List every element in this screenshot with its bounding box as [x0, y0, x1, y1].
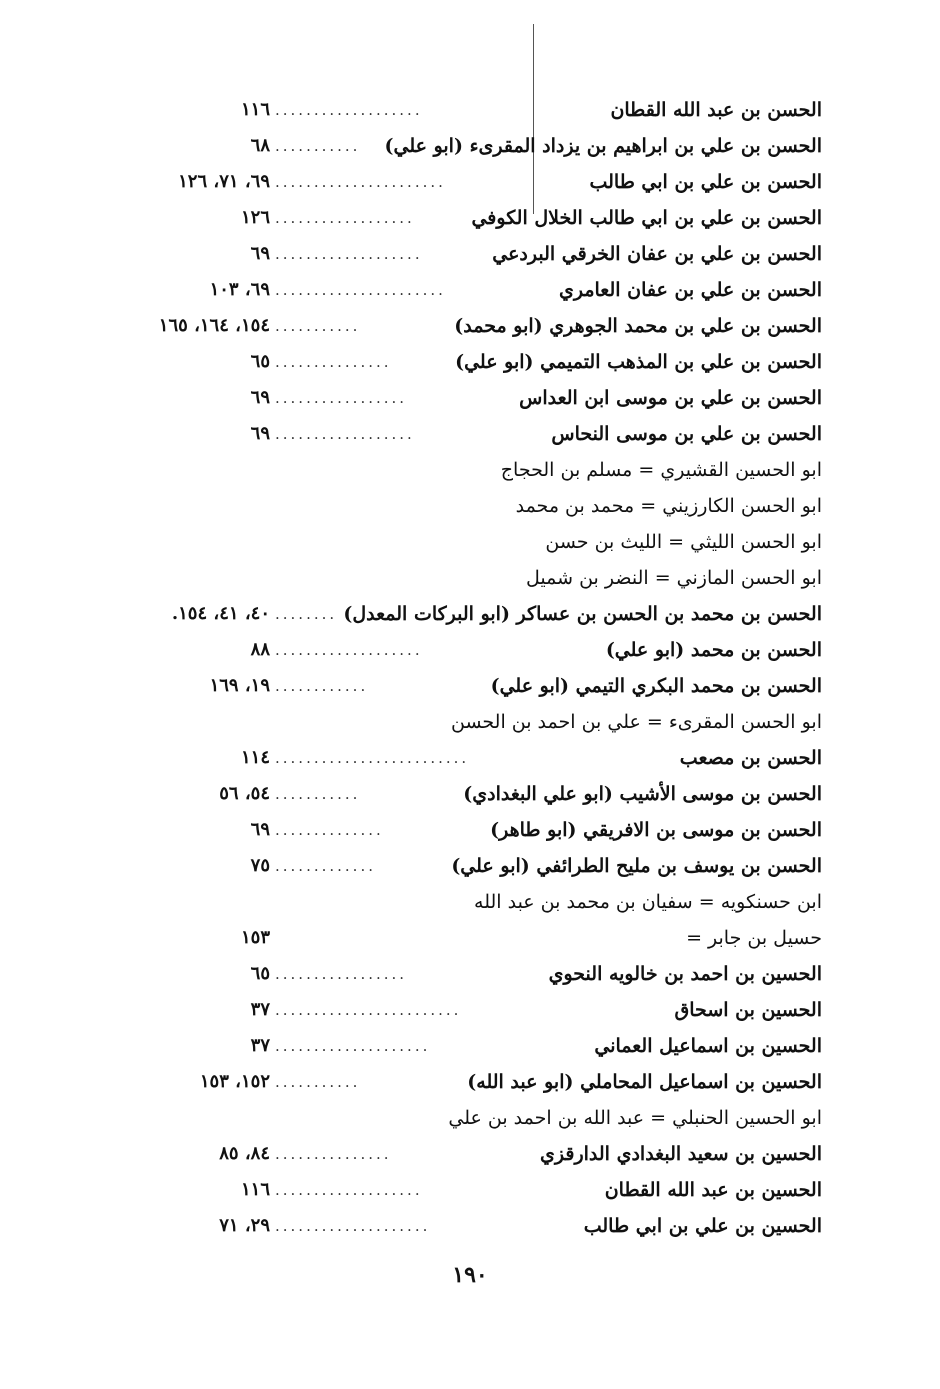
entry-page-numbers: ٦٩، ١٠٣ [209, 279, 270, 300]
leader-dots: .................. [275, 209, 415, 227]
index-entry [100, 380, 822, 416]
index-cross-reference [100, 560, 822, 596]
entry-name: الحسن بن علي بن موسى ابن العداس [519, 387, 822, 409]
leader-dots: .............. [275, 821, 384, 839]
entry-page-numbers: ٦٩، ٧١، ١٢٦ [178, 171, 270, 192]
entry-name: الحسين بن احمد بن خالويه النحوي [548, 963, 822, 985]
leader-dots: ............... [275, 353, 392, 371]
leader-dots: ................... [275, 1181, 423, 1199]
leader-dots: ................. [275, 389, 408, 407]
entry-name: ابو الحسن المازني = النضر بن شميل [526, 567, 822, 589]
entry-name: الحسن بن موسى الأشيب (ابو علي البغدادي) [463, 783, 822, 805]
entry-name: الحسن بن علي بن ابي طالب [589, 171, 822, 193]
entry-name: الحسن بن علي بن المذهب التميمي (ابو علي) [455, 351, 822, 373]
entry-name: ابو الحسن المقرىء = علي بن احمد بن الحسن [450, 711, 822, 733]
entry-page-numbers: ٦٩ [250, 819, 270, 840]
index-entry [100, 812, 822, 848]
entry-name: الحسن بن محمد بن الحسن بن عساكر (ابو البركات المعدل) [343, 603, 822, 625]
index-cross-reference [100, 452, 822, 488]
entry-page-numbers: ٦٥ [250, 351, 270, 372]
entry-page-numbers: ٢٩، ٧١ [219, 1215, 270, 1236]
entry-name: ابن حسنكويه = سفيان بن محمد بن عبد الله [474, 891, 822, 913]
leader-dots: ................... [275, 641, 423, 659]
leader-dots: .................... [275, 1037, 431, 1055]
entry-name: الحسين بن اسماعيل العماني [594, 1035, 822, 1057]
index-entry [100, 1064, 822, 1100]
leader-dots: ...................... [275, 281, 446, 299]
leader-dots: ........... [275, 317, 361, 335]
entry-name: الحسين بن علي بن ابي طالب [583, 1215, 822, 1237]
index-entry [100, 308, 822, 344]
index-entry [100, 992, 822, 1028]
entry-name: الحسن بن علي بن ابراهيم بن يزداد المقرىء (ابو علي) [384, 135, 822, 157]
index-cross-reference [100, 488, 822, 524]
entry-page-numbers: ٤٠، ٤١، ١٥٤. [171, 603, 270, 624]
entry-name: الحسن بن علي بن عفان العامري [558, 279, 822, 301]
index-entry [100, 776, 822, 812]
entry-page-numbers: ٨٤، ٨٥ [219, 1143, 270, 1164]
entry-name: الحسين بن سعيد البغدادي الدارقزي [540, 1143, 822, 1165]
index-entry [100, 632, 822, 668]
index-entry [100, 848, 822, 884]
index-entry [100, 416, 822, 452]
entry-page-numbers: ١١٦ [240, 99, 270, 120]
entry-page-numbers: ١١٦ [240, 1179, 270, 1200]
entry-page-numbers: ١٥٤، ١٦٤، ١٦٥ [158, 315, 270, 336]
index-entry [100, 128, 822, 164]
entry-page-numbers: ٦٩ [250, 423, 270, 444]
entry-name: الحسن بن علي بن محمد الجوهري (ابو محمد) [454, 315, 822, 337]
entry-page-numbers: ٦٩ [250, 387, 270, 408]
entry-name: الحسين بن اسحاق [674, 999, 822, 1021]
leader-dots: ........... [275, 1073, 361, 1091]
entry-name: الحسين بن عبد الله القطان [604, 1179, 822, 1201]
index-entry [100, 1208, 822, 1244]
index-cross-reference [100, 704, 822, 740]
index-cross-reference [100, 920, 822, 956]
entry-page-numbers: ١٩، ١٦٩ [209, 675, 270, 696]
leader-dots: ............... [275, 1145, 392, 1163]
entry-name: الحسن بن مصعب [679, 747, 822, 769]
entry-name: ابو الحسين القشيري = مسلم بن الحجاج [500, 459, 822, 481]
entry-page-numbers: ١٥٣ [240, 927, 270, 948]
page-number: ١٩٠ [452, 1262, 488, 1288]
entry-name: ابو الحسين الحنبلي = عبد الله بن احمد بن علي [448, 1107, 822, 1129]
leader-dots: .................... [275, 1217, 431, 1235]
entry-name: الحسين بن اسماعيل المحاملي (ابو عبد الله) [467, 1071, 822, 1093]
index-entries-list [100, 92, 822, 1244]
leader-dots: ........ [275, 605, 338, 623]
index-entry [100, 956, 822, 992]
entry-page-numbers: ١١٤ [240, 747, 270, 768]
leader-dots: ........... [275, 137, 361, 155]
index-cross-reference [100, 884, 822, 920]
entry-page-numbers: ٦٥ [250, 963, 270, 984]
entry-page-numbers: ٦٨ [250, 135, 270, 156]
index-entry [100, 668, 822, 704]
index-entry [100, 740, 822, 776]
index-entry [100, 236, 822, 272]
index-entry [100, 200, 822, 236]
leader-dots: ................... [275, 101, 423, 119]
index-entry [100, 92, 822, 128]
leader-dots: ............. [275, 857, 376, 875]
entry-name: الحسن بن علي بن موسى النحاس [551, 423, 822, 445]
entry-name: ابو الحسن الكارزيني = محمد بن محمد [515, 495, 822, 517]
entry-name: الحسن بن موسى بن الافريقي (ابو طاهر) [490, 819, 822, 841]
entry-page-numbers: ٥٤، ٥٦ [219, 783, 270, 804]
leader-dots: ................. [275, 965, 408, 983]
index-entry [100, 596, 822, 632]
leader-dots: ......................... [275, 749, 470, 767]
leader-dots: .................. [275, 425, 415, 443]
leader-dots: ...................... [275, 173, 446, 191]
entry-name: الحسن بن محمد (ابو علي) [605, 639, 822, 661]
entry-page-numbers: ١٢٦ [240, 207, 270, 228]
entry-name: ابو الحسن الليثي = الليث بن حسن [545, 531, 822, 553]
index-entry [100, 344, 822, 380]
entry-page-numbers: ٧٥ [250, 855, 270, 876]
entry-name: الحسن بن علي بن ابي طالب الخلال الكوفي [471, 207, 822, 229]
entry-name: حسيل بن جابر = [686, 927, 822, 949]
index-entry [100, 1028, 822, 1064]
index-entry [100, 1136, 822, 1172]
leader-dots: ............ [275, 677, 369, 695]
leader-dots: ................... [275, 245, 423, 263]
index-entry [100, 164, 822, 200]
entry-name: الحسن بن عبد الله القطان [610, 99, 822, 121]
index-cross-reference [100, 524, 822, 560]
entry-page-numbers: ٣٧ [250, 1035, 270, 1056]
entry-name: الحسن بن محمد البكري التيمي (ابو علي) [490, 675, 822, 697]
index-cross-reference [100, 1100, 822, 1136]
leader-dots: ........................ [275, 1001, 462, 1019]
entry-name: الحسن بن يوسف بن مليح الطرائفي (ابو علي) [451, 855, 822, 877]
index-entry [100, 272, 822, 308]
entry-name: الحسن بن علي بن عفان الخرقي البردعي [492, 243, 822, 265]
index-entry [100, 1172, 822, 1208]
entry-page-numbers: ٦٩ [250, 243, 270, 264]
entry-page-numbers: ٣٧ [250, 999, 270, 1020]
leader-dots: ........... [275, 785, 361, 803]
entry-page-numbers: ١٥٢، ١٥٣ [199, 1071, 270, 1092]
entry-page-numbers: ٨٨ [250, 639, 270, 660]
